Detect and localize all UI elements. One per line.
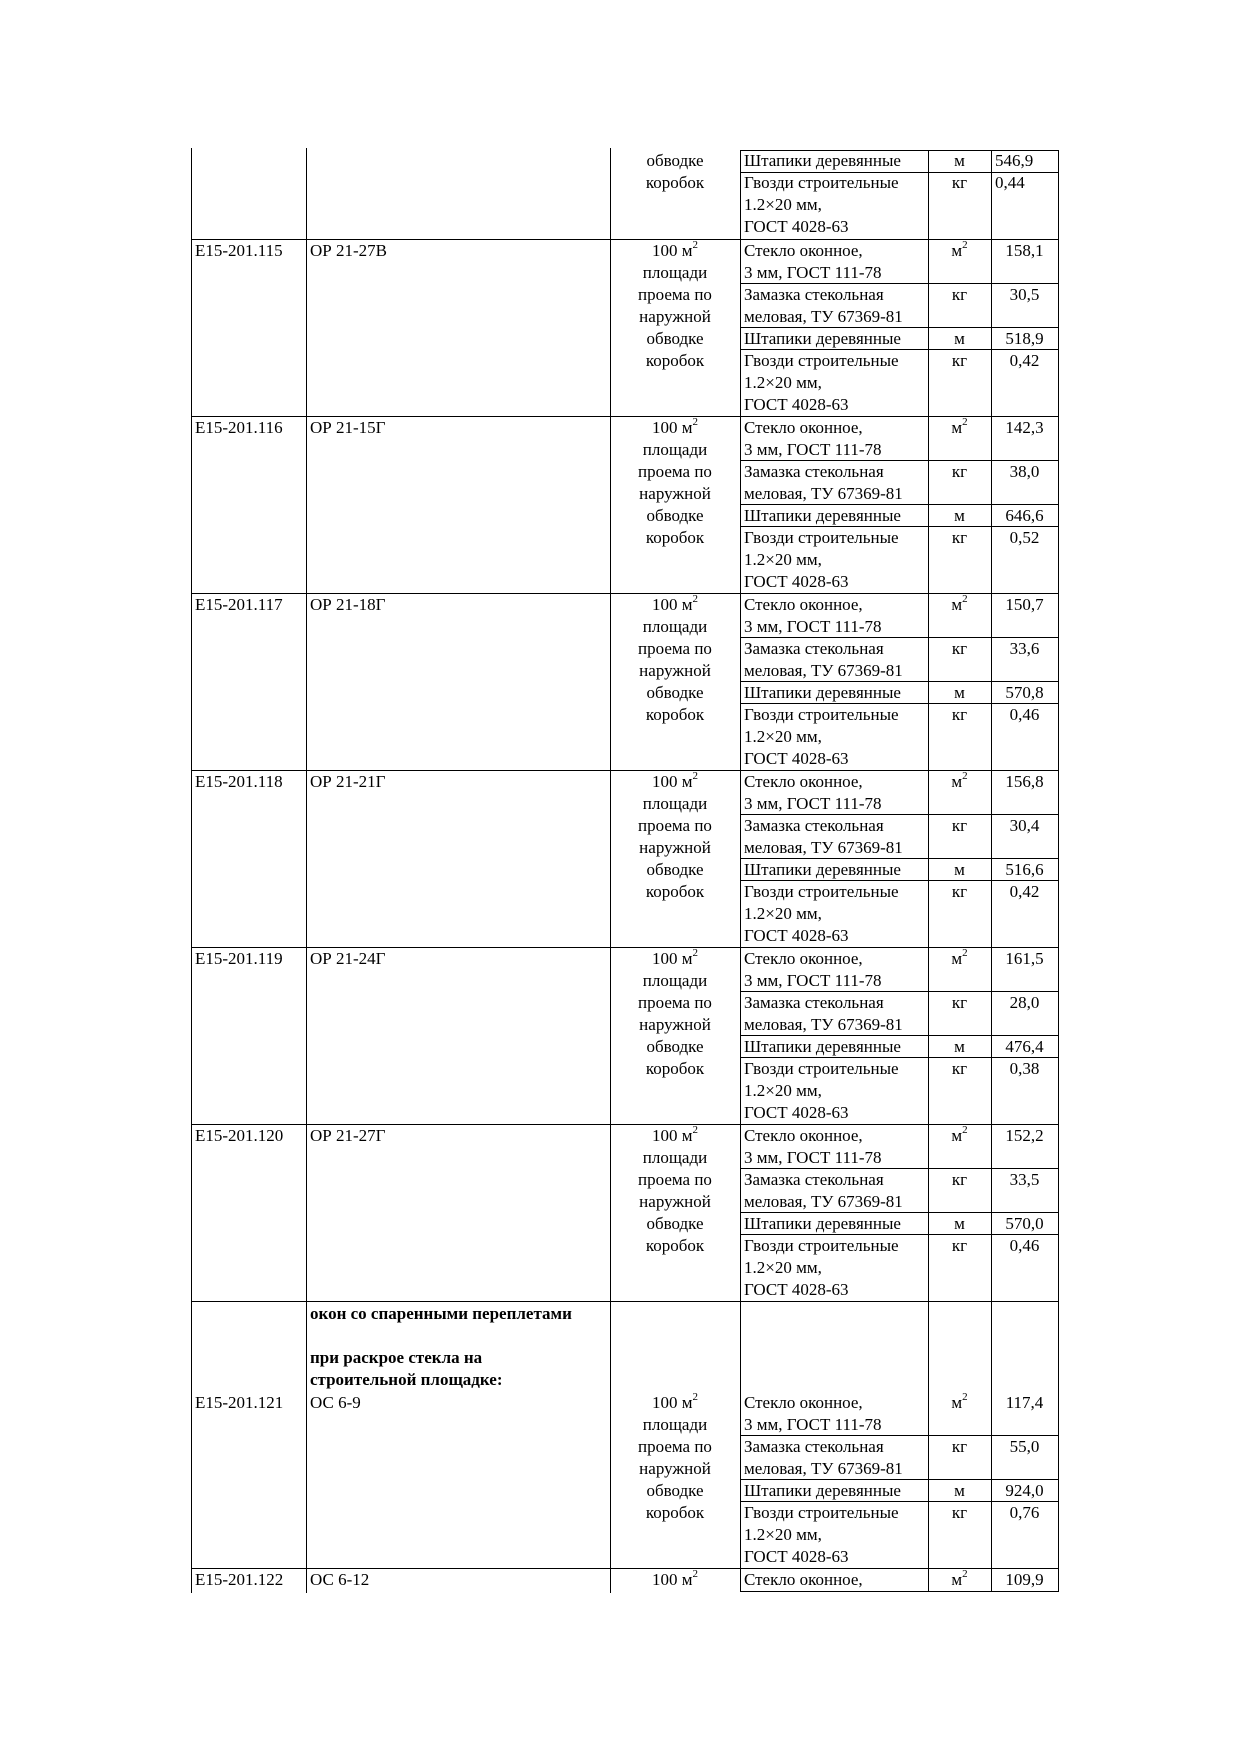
material-value: 0,46 xyxy=(1009,705,1040,724)
unit-desc-line: обводке xyxy=(646,151,704,170)
unit-desc-line: площади xyxy=(642,440,708,459)
material-unit xyxy=(932,1392,987,1414)
material-value: 109,9 xyxy=(1005,1570,1044,1589)
column-border xyxy=(191,770,192,947)
row-border xyxy=(740,1591,1059,1592)
column-border xyxy=(191,416,192,593)
unit-desc-line: наружной xyxy=(639,1192,711,1211)
material-name: Замазка стекольная xyxy=(744,816,884,835)
material-name: Штапики деревянные xyxy=(744,151,901,170)
column-border xyxy=(306,770,307,947)
column-border xyxy=(991,770,992,947)
column-border xyxy=(928,1391,929,1568)
unit-desc-line xyxy=(614,771,736,793)
material-name: меловая, ТУ 67369-81 xyxy=(744,484,903,503)
material-value: 142,3 xyxy=(1005,418,1044,437)
unit-desc-line: наружной xyxy=(639,1015,711,1034)
material-value: 0,42 xyxy=(1009,882,1040,901)
material-value: 0,42 xyxy=(1009,351,1040,370)
unit-desc-line: наружной xyxy=(639,307,711,326)
material-unit: кг xyxy=(951,285,968,304)
column-border xyxy=(306,1391,307,1568)
material-name: Замазка стекольная xyxy=(744,285,884,304)
column-border xyxy=(928,150,929,239)
unit-superscript: 2 xyxy=(692,1124,698,1137)
material-name: 1.2×20 мм, xyxy=(744,1081,822,1100)
column-border xyxy=(928,770,929,947)
record-code: Е15-201.115 xyxy=(195,241,283,260)
column-border xyxy=(1058,1391,1059,1568)
material-name: меловая, ТУ 67369-81 xyxy=(744,307,903,326)
column-border xyxy=(991,1391,992,1568)
unit-desc-line: обводке xyxy=(646,1214,704,1233)
column-border xyxy=(740,770,741,947)
unit-base: м xyxy=(951,1393,963,1412)
material-value: 152,2 xyxy=(1005,1126,1044,1145)
material-value: 158,1 xyxy=(1005,241,1044,260)
unit-superscript: 2 xyxy=(962,416,968,429)
material-name: 1.2×20 мм, xyxy=(744,550,822,569)
column-border xyxy=(610,239,611,416)
unit-superscript: 2 xyxy=(692,1391,698,1404)
unit-desc-line: обводке xyxy=(646,329,704,348)
unit-base: м xyxy=(951,1570,963,1589)
unit-desc-line: обводке xyxy=(646,860,704,879)
column-border xyxy=(991,1124,992,1301)
column-border xyxy=(610,1301,611,1391)
column-border xyxy=(991,150,992,239)
material-name: 1.2×20 мм, xyxy=(744,904,822,923)
material-value: 28,0 xyxy=(1009,993,1040,1012)
unit-superscript: 2 xyxy=(692,593,698,606)
material-value: 570,8 xyxy=(1005,683,1044,702)
unit-base: 100 м xyxy=(651,1126,693,1145)
column-border xyxy=(306,1124,307,1301)
material-name: 3 мм, ГОСТ 111-78 xyxy=(744,440,882,459)
material-name: Стекло оконное, xyxy=(744,1126,863,1145)
column-border xyxy=(1058,416,1059,593)
unit-desc-line: наружной xyxy=(639,661,711,680)
material-value: 55,0 xyxy=(1009,1437,1040,1456)
material-name: 1.2×20 мм, xyxy=(744,1258,822,1277)
unit-base: 100 м xyxy=(651,772,693,791)
unit-base: 100 м xyxy=(651,1570,693,1589)
column-border xyxy=(991,947,992,1124)
material-name: 3 мм, ГОСТ 111-78 xyxy=(744,794,882,813)
unit-superscript: 2 xyxy=(692,416,698,429)
section-subheading: строительной площадке: xyxy=(310,1370,503,1389)
material-name: Стекло оконное, xyxy=(744,1570,863,1589)
material-unit xyxy=(932,1569,987,1591)
unit-desc-line: площади xyxy=(642,971,708,990)
material-name: Замазка стекольная xyxy=(744,993,884,1012)
material-unit: кг xyxy=(951,816,968,835)
material-value: 646,6 xyxy=(1005,506,1044,525)
material-name: ГОСТ 4028-63 xyxy=(744,1547,849,1566)
unit-desc-line: проема по xyxy=(638,639,712,658)
material-name: меловая, ТУ 67369-81 xyxy=(744,1015,903,1034)
material-name: Гвозди строительные xyxy=(744,882,899,901)
unit-desc-line: площади xyxy=(642,617,708,636)
record-code: Е15-201.120 xyxy=(195,1126,284,1145)
column-border xyxy=(191,947,192,1124)
material-unit: м xyxy=(954,683,965,702)
material-name: Гвозди строительные xyxy=(744,705,899,724)
unit-base: м xyxy=(951,595,963,614)
column-border xyxy=(740,239,741,416)
record-code: Е15-201.116 xyxy=(195,418,283,437)
material-unit: кг xyxy=(951,705,968,724)
unit-superscript: 2 xyxy=(962,593,968,606)
column-border xyxy=(610,770,611,947)
column-border xyxy=(191,148,192,239)
column-border xyxy=(928,1301,929,1391)
material-name: 1.2×20 мм, xyxy=(744,727,822,746)
unit-desc-line: коробок xyxy=(645,173,705,192)
material-name: Стекло оконное, xyxy=(744,772,863,791)
unit-desc-line: проема по xyxy=(638,1437,712,1456)
material-name: Гвозди строительные xyxy=(744,1236,899,1255)
material-value: 0,44 xyxy=(995,173,1025,192)
material-name: Стекло оконное, xyxy=(744,418,863,437)
unit-desc-line: коробок xyxy=(645,351,705,370)
column-border xyxy=(991,1301,992,1391)
unit-desc-line: проема по xyxy=(638,285,712,304)
column-border xyxy=(191,1124,192,1301)
material-name: Гвозди строительные xyxy=(744,528,899,547)
unit-desc-line: коробок xyxy=(645,1236,705,1255)
column-border xyxy=(1058,1568,1059,1591)
material-name: меловая, ТУ 67369-81 xyxy=(744,1192,903,1211)
record-name: ОР 21-27В xyxy=(310,241,387,260)
unit-desc-line xyxy=(614,240,736,262)
material-name: ГОСТ 4028-63 xyxy=(744,1280,849,1299)
unit-desc-line: проема по xyxy=(638,993,712,1012)
material-name: Замазка стекольная xyxy=(744,1437,884,1456)
material-name: 1.2×20 мм, xyxy=(744,1525,822,1544)
column-border xyxy=(740,1568,741,1591)
material-name: 3 мм, ГОСТ 111-78 xyxy=(744,971,882,990)
material-name: ГОСТ 4028-63 xyxy=(744,926,849,945)
unit-desc-line: наружной xyxy=(639,838,711,857)
unit-desc-line: обводке xyxy=(646,506,704,525)
material-name: меловая, ТУ 67369-81 xyxy=(744,838,903,857)
unit-desc-line: обводке xyxy=(646,683,704,702)
material-unit: м xyxy=(954,1481,965,1500)
material-unit: кг xyxy=(951,993,968,1012)
material-name: Замазка стекольная xyxy=(744,462,884,481)
record-name: ОР 21-15Г xyxy=(310,418,386,437)
material-unit: м xyxy=(954,1037,965,1056)
unit-desc-line: коробок xyxy=(645,705,705,724)
material-value: 924,0 xyxy=(1005,1481,1044,1500)
material-name: 3 мм, ГОСТ 111-78 xyxy=(744,1148,882,1167)
column-border xyxy=(306,593,307,770)
unit-superscript: 2 xyxy=(692,770,698,783)
material-value: 0,52 xyxy=(1009,528,1040,547)
column-border xyxy=(928,1124,929,1301)
material-name: Гвозди строительные xyxy=(744,1059,899,1078)
material-value: 30,5 xyxy=(1009,285,1040,304)
material-name: Гвозди строительные xyxy=(744,1503,899,1522)
unit-desc-line xyxy=(614,1569,736,1591)
record-code: Е15-201.117 xyxy=(195,595,283,614)
column-border xyxy=(991,1568,992,1591)
material-name: Замазка стекольная xyxy=(744,1170,884,1189)
unit-desc-line xyxy=(614,594,736,616)
record-name: ОР 21-24Г xyxy=(310,949,386,968)
unit-desc-line: коробок xyxy=(645,882,705,901)
material-name: Стекло оконное, xyxy=(744,241,863,260)
material-unit: кг xyxy=(951,528,968,547)
column-border xyxy=(740,1391,741,1568)
material-value: 150,7 xyxy=(1005,595,1044,614)
column-border xyxy=(928,1568,929,1591)
unit-base: 100 м xyxy=(651,418,693,437)
unit-desc-line xyxy=(614,1392,736,1414)
material-unit: кг xyxy=(951,173,968,192)
unit-desc-line: проема по xyxy=(638,816,712,835)
record-code: Е15-201.122 xyxy=(195,1570,284,1589)
column-border xyxy=(740,150,741,239)
material-unit: кг xyxy=(951,462,968,481)
material-value: 30,4 xyxy=(1009,816,1040,835)
material-name: Стекло оконное, xyxy=(744,949,863,968)
record-name: ОС 6-12 xyxy=(310,1570,370,1589)
unit-base: 100 м xyxy=(651,241,693,260)
column-border xyxy=(610,416,611,593)
column-border xyxy=(306,947,307,1124)
record-code: Е15-201.119 xyxy=(195,949,283,968)
unit-base: 100 м xyxy=(651,1393,693,1412)
unit-desc-line: наружной xyxy=(639,1459,711,1478)
material-name: ГОСТ 4028-63 xyxy=(744,395,849,414)
column-border xyxy=(928,947,929,1124)
column-border xyxy=(191,239,192,416)
unit-superscript: 2 xyxy=(692,239,698,252)
material-unit: кг xyxy=(951,1059,968,1078)
record-name: ОС 6-9 xyxy=(310,1393,361,1412)
column-border xyxy=(1058,239,1059,416)
material-unit: м xyxy=(954,1214,965,1233)
material-name: 1.2×20 мм, xyxy=(744,373,822,392)
unit-base: м xyxy=(951,241,963,260)
unit-superscript: 2 xyxy=(962,239,968,252)
column-border xyxy=(1058,947,1059,1124)
material-value: 516,6 xyxy=(1005,860,1044,879)
material-unit xyxy=(932,417,987,439)
unit-base: 100 м xyxy=(651,595,693,614)
column-border xyxy=(991,239,992,416)
unit-desc-line: обводке xyxy=(646,1037,704,1056)
material-name: Штапики деревянные xyxy=(744,1037,901,1056)
material-name: Штапики деревянные xyxy=(744,1481,901,1500)
unit-desc-line: проема по xyxy=(638,1170,712,1189)
unit-desc-line: площади xyxy=(642,1148,708,1167)
unit-desc-line: площади xyxy=(642,263,708,282)
unit-desc-line xyxy=(614,1125,736,1147)
column-border xyxy=(610,593,611,770)
material-value: 38,0 xyxy=(1009,462,1040,481)
unit-base: м xyxy=(951,418,963,437)
column-border xyxy=(306,239,307,416)
material-unit: кг xyxy=(951,1236,968,1255)
material-unit xyxy=(932,1125,987,1147)
column-border xyxy=(740,1301,741,1391)
unit-desc-line: проема по xyxy=(638,462,712,481)
material-value: 518,9 xyxy=(1005,329,1044,348)
material-unit: кг xyxy=(951,639,968,658)
unit-desc-line: площади xyxy=(642,794,708,813)
material-name: ГОСТ 4028-63 xyxy=(744,1103,849,1122)
material-name: 1.2×20 мм, xyxy=(744,195,822,214)
material-value: 33,6 xyxy=(1009,639,1040,658)
material-name: ГОСТ 4028-63 xyxy=(744,217,849,236)
material-unit xyxy=(932,240,987,262)
material-name: 3 мм, ГОСТ 111-78 xyxy=(744,617,882,636)
unit-desc-line: коробок xyxy=(645,1059,705,1078)
column-border xyxy=(928,239,929,416)
column-border xyxy=(1058,1124,1059,1301)
column-border xyxy=(191,593,192,770)
column-border xyxy=(306,1568,307,1593)
column-border xyxy=(928,416,929,593)
material-value: 476,4 xyxy=(1005,1037,1044,1056)
material-name: Гвозди строительные xyxy=(744,173,899,192)
unit-base: м xyxy=(951,772,963,791)
unit-superscript: 2 xyxy=(962,1124,968,1137)
column-border xyxy=(928,593,929,770)
record-code: Е15-201.121 xyxy=(195,1393,284,1412)
unit-superscript: 2 xyxy=(692,947,698,960)
column-border xyxy=(740,1124,741,1301)
material-unit xyxy=(932,594,987,616)
column-border xyxy=(306,148,307,239)
material-unit xyxy=(932,948,987,970)
material-unit: кг xyxy=(951,1437,968,1456)
record-name: ОР 21-27Г xyxy=(310,1126,386,1145)
unit-superscript: 2 xyxy=(962,770,968,783)
unit-desc-line: площади xyxy=(642,1415,708,1434)
unit-desc-line xyxy=(614,948,736,970)
material-unit: кг xyxy=(951,1503,968,1522)
material-value: 546,9 xyxy=(995,151,1034,170)
column-border xyxy=(1058,1301,1059,1391)
material-unit: м xyxy=(954,329,965,348)
material-name: Стекло оконное, xyxy=(744,1393,863,1412)
material-unit: кг xyxy=(951,882,968,901)
material-value: 570,0 xyxy=(1005,1214,1044,1233)
material-name: Штапики деревянные xyxy=(744,860,901,879)
material-unit: кг xyxy=(951,351,968,370)
material-name: Замазка стекольная xyxy=(744,639,884,658)
material-name: Штапики деревянные xyxy=(744,329,901,348)
column-border xyxy=(610,1568,611,1593)
material-name: ГОСТ 4028-63 xyxy=(744,572,849,591)
unit-base: 100 м xyxy=(651,949,693,968)
unit-superscript: 2 xyxy=(692,1568,698,1581)
column-border xyxy=(306,1301,307,1391)
material-value: 156,8 xyxy=(1005,772,1044,791)
material-value: 33,5 xyxy=(1009,1170,1040,1189)
material-unit: м xyxy=(954,860,965,879)
unit-base: м xyxy=(951,949,963,968)
material-name: 3 мм, ГОСТ 111-78 xyxy=(744,1415,882,1434)
record-code: Е15-201.118 xyxy=(195,772,283,791)
unit-superscript: 2 xyxy=(962,947,968,960)
material-value: 0,76 xyxy=(1009,1503,1040,1522)
record-name: ОР 21-18Г xyxy=(310,595,386,614)
column-border xyxy=(191,1301,192,1391)
column-border xyxy=(1058,593,1059,770)
section-heading: окон со спаренными переплетами xyxy=(310,1304,572,1323)
column-border xyxy=(991,416,992,593)
unit-desc-line xyxy=(614,417,736,439)
column-border xyxy=(610,1391,611,1568)
material-unit: м xyxy=(954,151,965,170)
column-border xyxy=(610,947,611,1124)
unit-superscript: 2 xyxy=(962,1568,968,1581)
section-subheading: при раскрое стекла на xyxy=(310,1348,483,1367)
material-name: Штапики деревянные xyxy=(744,683,901,702)
material-value: 161,5 xyxy=(1005,949,1044,968)
material-value: 117,4 xyxy=(1005,1393,1044,1412)
unit-desc-line: коробок xyxy=(645,528,705,547)
column-border xyxy=(610,1124,611,1301)
column-border xyxy=(1058,770,1059,947)
column-border xyxy=(306,416,307,593)
material-name: 3 мм, ГОСТ 111-78 xyxy=(744,263,882,282)
material-name: Штапики деревянные xyxy=(744,1214,901,1233)
material-unit: м xyxy=(954,506,965,525)
column-border xyxy=(740,947,741,1124)
material-name: ГОСТ 4028-63 xyxy=(744,749,849,768)
material-unit xyxy=(932,771,987,793)
column-border xyxy=(991,593,992,770)
column-border xyxy=(1058,150,1059,239)
column-border xyxy=(740,416,741,593)
material-unit: кг xyxy=(951,1170,968,1189)
column-border xyxy=(610,148,611,239)
unit-desc-line: коробок xyxy=(645,1503,705,1522)
unit-base: м xyxy=(951,1126,963,1145)
material-name: меловая, ТУ 67369-81 xyxy=(744,1459,903,1478)
material-name: меловая, ТУ 67369-81 xyxy=(744,661,903,680)
unit-superscript: 2 xyxy=(962,1391,968,1404)
material-value: 0,46 xyxy=(1009,1236,1040,1255)
material-name: Гвозди строительные xyxy=(744,351,899,370)
column-border xyxy=(740,593,741,770)
unit-desc-line: обводке xyxy=(646,1481,704,1500)
record-name: ОР 21-21Г xyxy=(310,772,386,791)
material-value: 0,38 xyxy=(1009,1059,1040,1078)
material-name: Штапики деревянные xyxy=(744,506,901,525)
unit-desc-line: наружной xyxy=(639,484,711,503)
column-border xyxy=(191,1568,192,1593)
column-border xyxy=(191,1391,192,1568)
material-name: Стекло оконное, xyxy=(744,595,863,614)
